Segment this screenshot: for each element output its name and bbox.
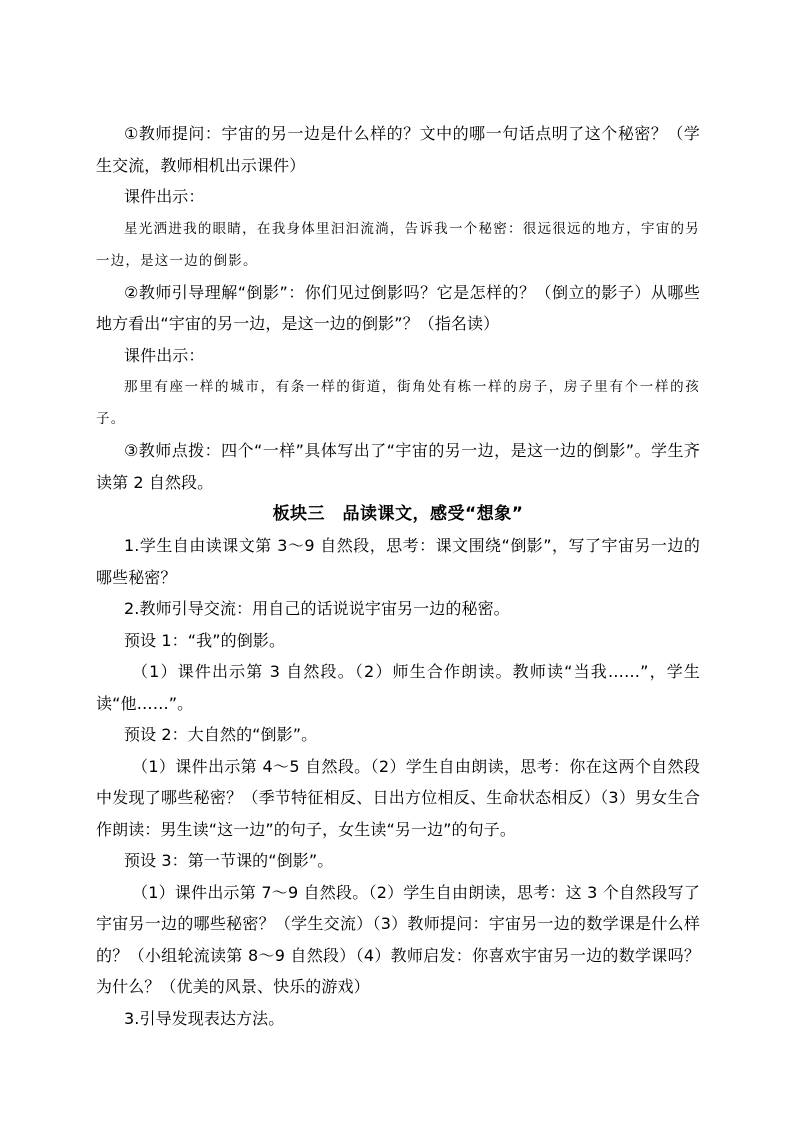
paragraph-step-3: 3.引导发现表达方法。: [124, 1008, 285, 1028]
paragraph-teacher-hint: ③教师点拨：四个“一样”具体写出了“宇宙的另一边，是这一边的倒影”。学生齐读第 2 自然段。: [96, 441, 700, 492]
courseware-quote-2: 那里有座一样的城市，有条一样的街道，街角处有栋一样的房子，房子里有个一样的孩子。: [96, 379, 700, 427]
section-heading: 板块三 品读课文，感受“想象”: [272, 504, 524, 524]
paragraph-step-2: 2.教师引导交流：用自己的话说说宇宙另一边的秘密。: [124, 599, 510, 618]
paragraph-step-1: 1.学生自由读课文第 3～9 自然段，思考：课文围绕“倒影”，写了宇宙另一边的哪些秘密？: [96, 536, 700, 587]
paragraph-teacher-guide: ②教师引导理解“倒影”：你们见过倒影吗？它是怎样的？（倒立的影子）从哪些地方看出“宇宙的另一边，是这一边的倒影”？（指名读）: [96, 282, 700, 333]
paragraph-courseware-label-1: 课件出示：: [124, 187, 205, 206]
paragraph-preset-3: 预设 3：第一节课的“倒影”。: [124, 851, 334, 870]
paragraph-preset-1-detail: （1）课件出示第 3 自然段。（2）师生合作朗读。教师读“当我……”，学生读“他……”。: [96, 662, 700, 713]
paragraph-preset-2-detail: （1）课件出示第 4～5 自然段。（2）学生自由朗读，思考：你在这两个自然段中发现了哪些秘密？（季节特征相反、日出方位相反、生命状态相反）（3）男女生合作朗读：男生读“这一边”的句子，女生读“另一边”的句子。: [96, 756, 700, 839]
document-body: [96, 118, 700, 1034]
paragraph-preset-1: 预设 1：“我”的倒影。: [124, 630, 286, 650]
paragraph-preset-3-detail: （1）课件出示第 7～9 自然段。（2）学生自由朗读，思考：这 3 个自然段写了宇宙另一边的哪些秘密？（学生交流）（3）教师提问：宇宙另一边的数学课是什么样的？（小组轮流读第 8～9 自然段）（4）教师启发：你喜欢宇宙另一边的数学课吗？为什么？（优美的风景、快乐的游戏）: [96, 882, 700, 996]
paragraph-courseware-label-2: 课件出示：: [124, 345, 205, 365]
paragraph-preset-2: 预设 2：大自然的“倒影”。: [124, 725, 318, 744]
paragraph-teacher-question: ①教师提问：宇宙的另一边是什么样的？文中的哪一句话点明了这个秘密？（学生交流，教师相机出示课件）: [96, 124, 700, 175]
courseware-quote-1: 星光洒进我的眼睛，在我身体里汩汩流淌，告诉我一个秘密：很远很远的地方，宇宙的另一边，是这一边的倒影。: [96, 220, 700, 269]
